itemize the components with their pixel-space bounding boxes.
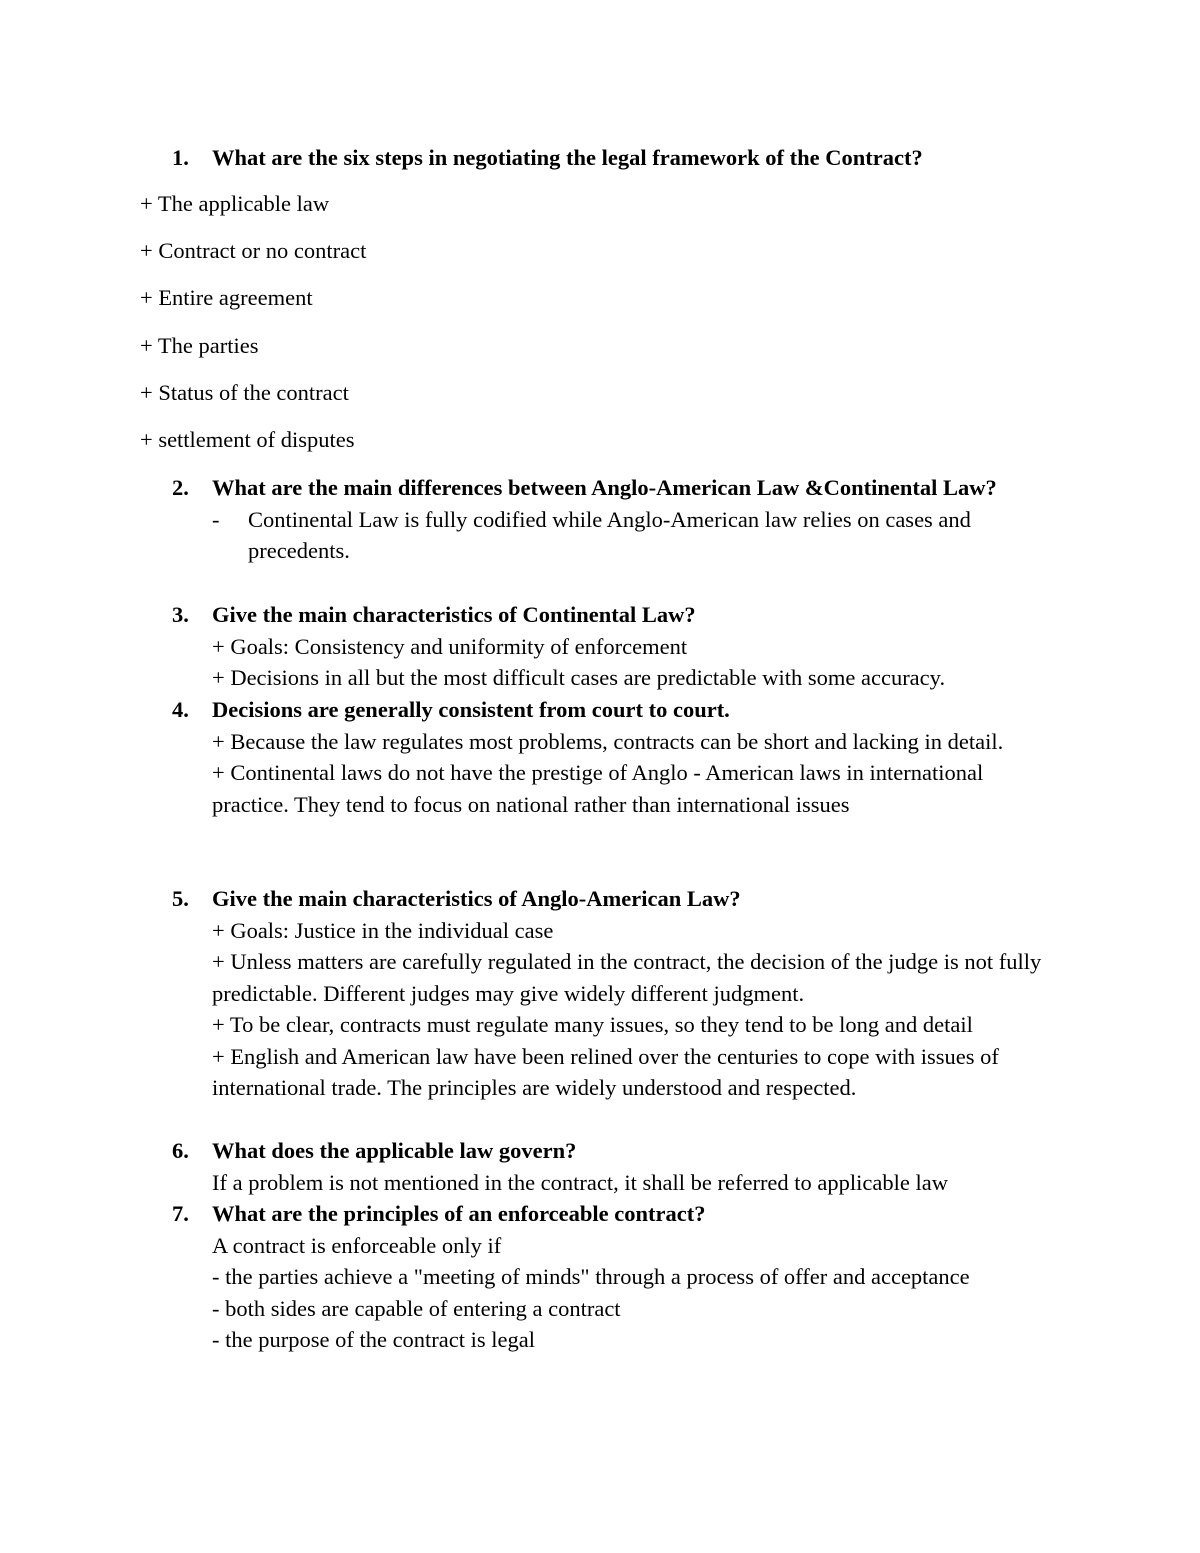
question-6 [172,1135,1072,1198]
answer-body [212,1230,972,1356]
step-item: + The applicable law [140,191,330,216]
answer-line: + Goals: Justice in the individual case [212,917,554,943]
answer-body [212,504,1052,567]
answer-line: + To be clear, contracts must regulate many issues, so they tend to be long and detail [212,1012,973,1037]
step-item: + Status of the contract [140,380,349,405]
question-5 [172,883,1072,1104]
answer-line: - the purpose of the contract is legal [212,1327,536,1352]
answer-item [212,504,1068,567]
answer-line: A contract is enforceable only if [212,1232,502,1258]
answer-body [212,1167,1072,1199]
question-number: 5. [172,886,189,911]
answer-line: + Because the law regulates most problems, contracts can be short and lacking in detail. [212,728,1004,754]
question-title: Give the main characteristics of Continental Law? [212,602,696,627]
answer-line: + Goals: Consistency and uniformity of enforcement [212,633,688,659]
question-2 [172,472,1052,567]
question-title: What does the applicable law govern? [212,1138,577,1163]
question-title: Decisions are generally consistent from court to court. [212,697,730,722]
question-number: 7. [172,1201,189,1226]
step-item: + settlement of disputes [140,427,355,452]
question-7 [172,1198,1072,1356]
answer-line: If a problem is not mentioned in the contract, it shall be referred to applicable law [212,1169,948,1195]
question-4 [172,694,1072,820]
question-3 [172,599,1072,694]
question-number: 4. [172,697,189,722]
answer-line: + English and American law have been relined over the centuries to cope with issues of international trade. The principles are widely understood and respected. [212,1043,999,1100]
question-title: What are the main differences between Anglo-American Law &Continental Law? [212,475,997,500]
question-number: 3. [172,602,189,627]
answer-line: - the parties achieve a "meeting of minds" through a process of offer and acceptance [212,1264,970,1289]
dash-marker: - [212,506,220,532]
step-item: + Contract or no contract [140,238,367,263]
answer-line: - both sides are capable of entering a contract [212,1295,621,1321]
answer-body [212,915,1062,1104]
question-number: 2. [172,475,189,500]
question-title: Give the main characteristics of Anglo-American Law? [212,886,741,911]
answer-line: + Decisions in all but the most difficult cases are predictable with some accuracy. [212,665,946,690]
question-title: What are the six steps in negotiating the legal framework of the Contract? [212,145,923,170]
step-item: + Entire agreement [140,285,313,310]
answer-body [212,631,1072,694]
question-title: What are the principles of an enforceable contract? [212,1201,706,1226]
answer-line: + Continental laws do not have the prestige of Anglo - American laws in international practice. They tend to focus on national rather than international issues [212,760,984,817]
answer-text: Continental Law is fully codified while Anglo-American law relies on cases and precedents. [248,506,971,563]
question-number: 1. [172,145,189,170]
answer-body [212,726,1042,821]
question-1 [172,142,1072,174]
answer-line: + Unless matters are carefully regulated in the contract, the decision of the judge is not fully predictable. Different judges may give widely different judgment. [212,949,1042,1006]
step-item: + The parties [140,333,259,358]
question-number: 6. [172,1138,189,1163]
